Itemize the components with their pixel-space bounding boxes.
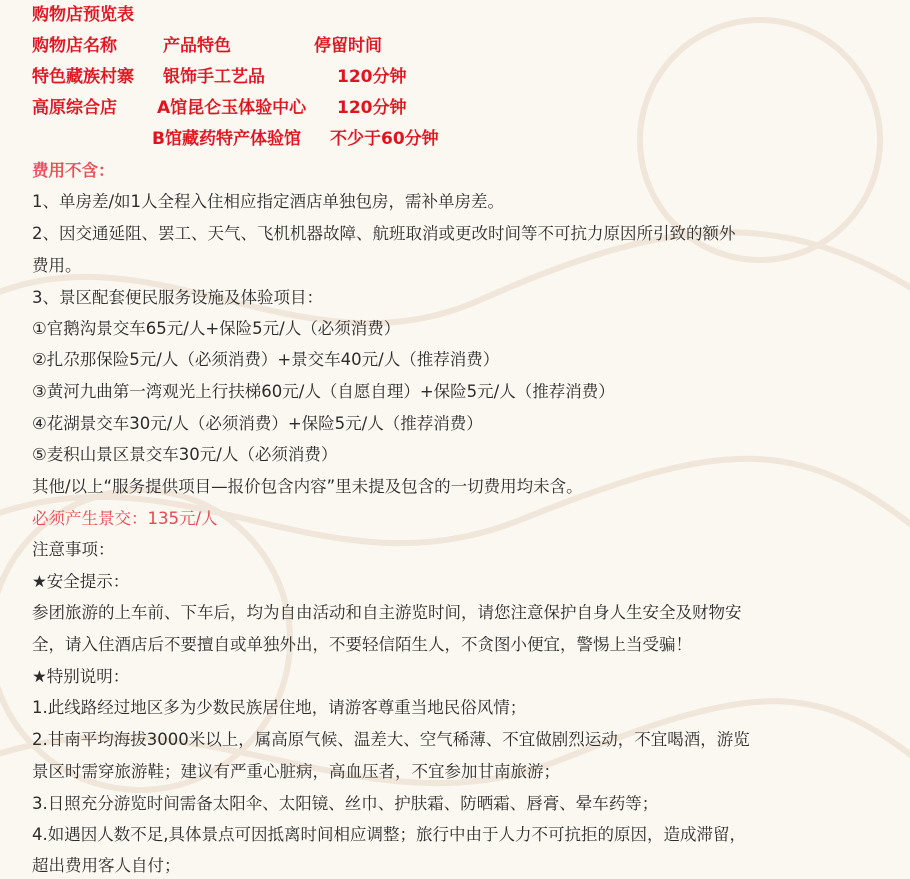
fee-subitem: ④花湖景交车30元/人（必须消费）+保险5元/人（推荐消费） <box>32 414 483 433</box>
shop-stay-time: 不少于60分钟 <box>330 129 439 149</box>
safety-text: 参团旅游的上车前、下车后，均为自由活动和自主游览时间，请您注意保护自身人生安全及财物安 <box>32 603 742 622</box>
shop-name: 特色藏族村寨 <box>32 67 134 87</box>
fee-item: 3、景区配套便民服务设施及体验项目： <box>32 288 323 307</box>
fees-excluded-heading: 费用不含： <box>32 161 115 180</box>
notes-heading: 注意事项： <box>32 540 115 559</box>
header-stay-time: 停留时间 <box>314 36 382 56</box>
shop-product: 银饰手工艺品 <box>163 67 265 87</box>
fee-subitem: ⑤麦积山景区景交车30元/人（必须消费） <box>32 445 338 464</box>
fee-other: 其他/以上“服务提供项目—报价包含内容”里未提及包含的一切费用均未含。 <box>32 477 583 496</box>
fee-subitem: ②扎尕那保险5元/人（必须消费）+景交车40元/人（推荐消费） <box>32 350 500 369</box>
shop-product: A馆昆仑玉体验中心 <box>157 98 307 118</box>
header-shop-name: 购物店名称 <box>32 36 117 56</box>
special-note: 2.甘南平均海拔3000米以上，属高原气候、温差大、空气稀薄、不宜做剧烈运动，不宜喝酒，游览 <box>32 730 750 749</box>
fee-item: 2、因交通延阻、罢工、天气、飞机机器故障、航班取消或更改时间等不可抗力原因所引致的额外 <box>32 224 736 243</box>
shop-name: 高原综合店 <box>32 98 117 118</box>
shop-product: B馆藏药特产体验馆 <box>152 129 301 149</box>
safety-text: 全，请入住酒店后不要擅自或单独外出，不要轻信陌生人，不贪图小便宜，警惕上当受骗！ <box>32 635 692 654</box>
fee-subitem: ③黄河九曲第一湾观光上行扶梯60元/人（自愿自理）+保险5元/人（推荐消费） <box>32 382 615 401</box>
special-note: 4.如遇因人数不足,具体景点可因抵离时间相应调整；旅行中由于人力不可抗拒的原因，造成滞留， <box>32 825 746 844</box>
shop-stay-time: 120分钟 <box>337 67 407 87</box>
special-note: 3.日照充分游览时间需备太阳伞、太阳镜、丝巾、护肤霜、防晒霜、唇膏、晕车药等； <box>32 794 659 813</box>
special-note: 超出费用客人自付； <box>32 856 181 875</box>
special-heading: ★特别说明： <box>32 667 130 686</box>
fee-subitem: ①官鹅沟景交车65元/人+保险5元/人（必须消费） <box>32 319 401 338</box>
fee-item: 费用。 <box>32 256 82 275</box>
safety-heading: ★安全提示： <box>32 572 130 591</box>
shop-stay-time: 120分钟 <box>337 98 407 118</box>
shop-table-title: 购物店预览表 <box>32 5 134 25</box>
header-product-feature: 产品特色 <box>163 36 231 56</box>
fee-item: 1、单房差/如1人全程入住相应指定酒店单独包房，需补单房差。 <box>32 192 505 211</box>
required-fare: 必须产生景交：135元/人 <box>32 509 218 528</box>
special-note: 1.此线路经过地区多为少数民族居住地，请游客尊重当地民俗风情； <box>32 698 527 717</box>
special-note: 景区时需穿旅游鞋；建议有严重心脏病，高血压者，不宜参加甘南旅游； <box>32 762 560 781</box>
